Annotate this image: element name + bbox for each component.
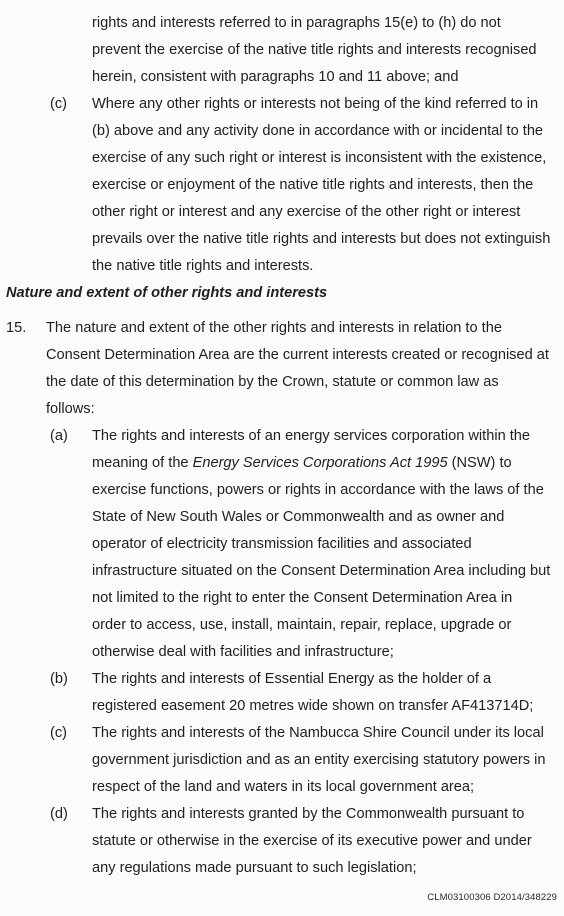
intro-line: herein, consistent with paragraphs 10 and 11 above; and bbox=[92, 69, 459, 85]
section-heading: Nature and extent of other rights and interests bbox=[6, 285, 328, 301]
item-line: government jurisdiction and as an entity exercising statutory powers in bbox=[92, 752, 546, 768]
item-line: State of New South Wales or Commonwealth and as owner and bbox=[92, 509, 505, 525]
intro-line: prevent the exercise of the native title rights and interests recognised bbox=[92, 42, 537, 58]
item-line-with-act bbox=[92, 453, 512, 473]
clause-line: prevails over the native title rights and interests but does not extinguish bbox=[92, 231, 551, 247]
clause-label: (c) bbox=[50, 96, 68, 112]
item-label: (c) bbox=[50, 725, 68, 741]
item-line: any regulations made pursuant to such legislation; bbox=[92, 860, 417, 876]
item-line: registered easement 20 metres wide shown on transfer AF413714D; bbox=[92, 698, 534, 714]
item-line: not limited to the right to enter the Consent Determination Area in bbox=[92, 590, 513, 606]
item-line: order to access, use, install, maintain, repair, replace, upgrade or bbox=[92, 617, 512, 633]
paragraph-line: The nature and extent of the other rights and interests in relation to the bbox=[46, 320, 502, 336]
item-line: operator of electricity transmission facilities and associated bbox=[92, 536, 472, 552]
clause-line: exercise of any such right or interest is inconsistent with the existence, bbox=[92, 150, 547, 166]
act-title: Energy Services Corporations Act 1995 bbox=[192, 455, 448, 471]
intro-line: rights and interests referred to in paragraphs 15(e) to (h) do not bbox=[92, 15, 501, 31]
clause-line: (b) above and any activity done in accordance with or incidental to the bbox=[92, 123, 544, 139]
paragraph-line: the date of this determination by the Crown, statute or common law as bbox=[46, 374, 499, 390]
item-label: (b) bbox=[50, 671, 68, 687]
item-line: The rights and interests granted by the Commonwealth pursuant to bbox=[92, 806, 525, 822]
clause-line: the native title rights and interests. bbox=[92, 258, 314, 274]
item-label: (a) bbox=[50, 428, 68, 444]
item-line: statute or otherwise in the exercise of its executive power and under bbox=[92, 833, 532, 849]
item-line: otherwise deal with facilities and infrastructure; bbox=[92, 644, 394, 660]
item-line: The rights and interests of an energy services corporation within the bbox=[92, 428, 531, 444]
clause-line: exercise or enjoyment of the native title rights and interests, then the bbox=[92, 177, 534, 193]
item-line: The rights and interests of Essential Energy as the holder of a bbox=[92, 671, 492, 687]
item-line: infrastructure situated on the Consent Determination Area including but bbox=[92, 563, 551, 579]
paragraph-line: Consent Determination Area are the current interests created or recognised at bbox=[46, 347, 549, 363]
item-line: respect of the land and waters in its local government area; bbox=[92, 779, 475, 795]
document-reference: CLM03100306 D2014/348229 bbox=[427, 892, 557, 903]
paragraph-number: 15. bbox=[6, 320, 27, 336]
item-line: The rights and interests of the Nambucca Shire Council under its local bbox=[92, 725, 544, 741]
paragraph-line: follows: bbox=[46, 401, 95, 417]
item-line: exercise functions, powers or rights in accordance with the laws of the bbox=[92, 482, 544, 498]
item-text: (NSW) to bbox=[447, 455, 512, 471]
clause-line: other right or interest and any exercise of the other right or interest bbox=[92, 204, 521, 220]
item-label: (d) bbox=[50, 806, 68, 822]
clause-line: Where any other rights or interests not being of the kind referred to in bbox=[92, 96, 539, 112]
item-text: meaning of the bbox=[92, 455, 193, 471]
